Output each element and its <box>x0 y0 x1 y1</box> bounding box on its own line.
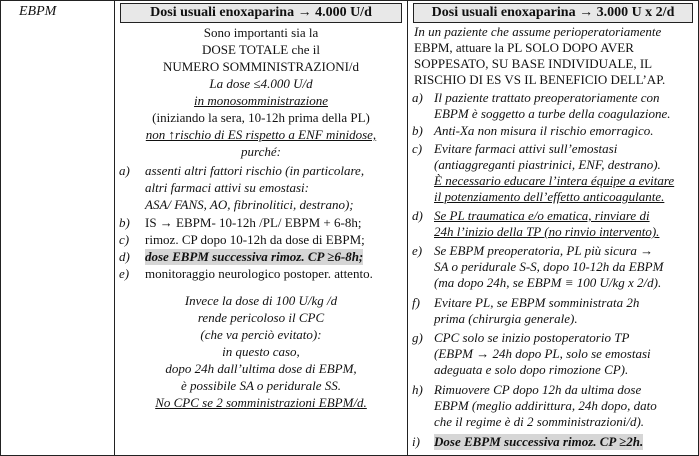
right-item-c-line: il potenziamento dell’effetto anticoagulante. <box>434 189 665 204</box>
list-marker: b) <box>119 215 130 230</box>
left-outro-line: rende pericoloso il CPC <box>197 310 325 325</box>
left-intro-line: NUMERO SOMMINISTRAZIONI/d <box>162 59 360 74</box>
list-marker: a) <box>119 163 130 178</box>
right-item-c-line: È necessario educare l’intera équipe a evitare <box>434 173 675 188</box>
right-item-e-line: SA o peridurale S-S, dopo 10-12h da EBPM <box>434 259 664 274</box>
list-marker: e) <box>412 243 423 258</box>
list-marker: a) <box>412 90 423 105</box>
right-item-e-line: (ma dopo 24h, se EBPM ≡ 100 U/kg x 2/d). <box>434 275 662 290</box>
right-item-f-line: Evitare PL, se EBPM somministrata 2h <box>434 295 640 310</box>
left-outro-line: (che va perciò evitato): <box>200 327 322 342</box>
right-item-a-line: Il paziente trattato preoperatoriamente con <box>434 90 660 105</box>
list-marker: c) <box>412 141 423 156</box>
label-column <box>1 1 115 455</box>
list-marker: c) <box>119 232 130 247</box>
list-marker: g) <box>412 330 423 345</box>
right-column-header: Dosi usuali enoxaparina → 3.000 U x 2/d <box>413 3 693 23</box>
right-item-g-line: (EBPM → 24h dopo PL, solo se emostasi <box>434 346 651 361</box>
right-item-h-line: EBPM (meglio addirittura, 24h dopo, dato <box>434 398 657 413</box>
right-intro-line: EBPM, attuare la PL SOLO DOPO AVER <box>414 40 634 55</box>
left-item-a-line: ASA/ FANS, AO, fibrinolitici, destrano); <box>145 197 354 212</box>
right-item-f-line: prima (chirurgia generale). <box>434 311 578 326</box>
left-item-c-line: rimoz. CP dopo 10-12h da dose di EBPM; <box>145 232 365 247</box>
left-intro-line: DOSE TOTALE che il <box>202 42 320 57</box>
right-item-d-line: Se PL traumatica e/o ematica, rinviare di <box>434 208 650 223</box>
right-item-d-line: 24h l’inizio della TP (no rinvio intervento). <box>434 224 660 239</box>
list-marker: d) <box>119 249 130 264</box>
right-intro-line: RISCHIO DI ES VS IL BENEFICIO DELL’AP. <box>414 72 666 87</box>
list-marker: e) <box>119 266 130 281</box>
right-item-c-line: (antiaggreganti piastrinici, ENF, destrano). <box>434 157 661 172</box>
right-item-g-line: CPC solo se inizio postoperatorio TP <box>434 330 630 345</box>
right-item-h-line: che il regime è di 2 somministrazioni/d). <box>434 414 645 429</box>
right-item-i-line: Dose EBPM successiva rimoz. CP ≥2h. <box>434 434 644 449</box>
right-item-a-line: EBPM è soggetto a turbe della coagulazione. <box>434 106 671 121</box>
right-item-h-line: Rimuovere CP dopo 12h da ultima dose <box>434 382 642 397</box>
left-item-b-line: IS → EBPM- 10-12h /PL/ EBPM + 6-8h; <box>145 215 362 230</box>
left-intro-line: purché: <box>241 144 281 159</box>
left-item-a-line: assenti altri fattori rischio (in particolare, <box>145 163 365 178</box>
left-intro-line: in monosomministrazione <box>194 93 328 108</box>
left-intro-line: La dose ≤4.000 U/d <box>209 76 313 91</box>
right-item-c-line: Evitare farmaci attivi sull’emostasi <box>434 141 618 156</box>
left-intro-line: (iniziando la sera, 10-12h prima della PL) <box>152 110 370 125</box>
list-marker: i) <box>412 434 420 449</box>
list-marker: d) <box>412 208 423 223</box>
left-item-d-line: dose EBPM successiva rimoz. CP ≥6-8h; <box>145 249 364 264</box>
right-intro-line: In un paziente che assume perioperatoriamente <box>414 24 662 39</box>
right-dosage-column <box>408 1 698 455</box>
list-marker: f) <box>412 295 420 310</box>
left-outro-line: No CPC se 2 somministrazioni EBPM/d. <box>155 395 367 410</box>
left-outro-line: dopo 24h dall’ultima dose di EBPM, <box>165 361 357 376</box>
left-outro-line: in questo caso, <box>222 344 300 359</box>
left-outro-line: Invece la dose di 100 U/kg /d <box>184 293 338 308</box>
left-outro-line: è possibile SA o peridurale SS. <box>180 378 342 393</box>
right-item-g-line: adeguata e solo dopo rimozione CP). <box>434 362 629 377</box>
left-intro-line: Sono importanti sia la <box>203 25 319 40</box>
left-dosage-column <box>115 1 408 455</box>
row-label: EBPM <box>19 4 57 19</box>
list-marker: h) <box>412 382 423 397</box>
right-intro-line: SOPPESATO, SU BASE INDIVIDUALE, IL <box>414 56 653 71</box>
right-item-b-line: Anti-Xa non misura il rischio emorragico. <box>434 123 654 138</box>
left-column-header: Dosi usuali enoxaparina → 4.000 U/d <box>120 3 402 23</box>
left-item-a-line: altri farmaci attivi su emostasi: <box>145 180 309 195</box>
list-marker: b) <box>412 123 423 138</box>
left-item-e-line: monitoraggio neurologico postoper. attento. <box>145 266 373 281</box>
left-intro-line: non ↑rischio di ES rispetto a ENF minidose, <box>145 127 377 142</box>
right-item-e-line: Se EBPM preoperatoria, PL più sicura → <box>434 243 654 258</box>
